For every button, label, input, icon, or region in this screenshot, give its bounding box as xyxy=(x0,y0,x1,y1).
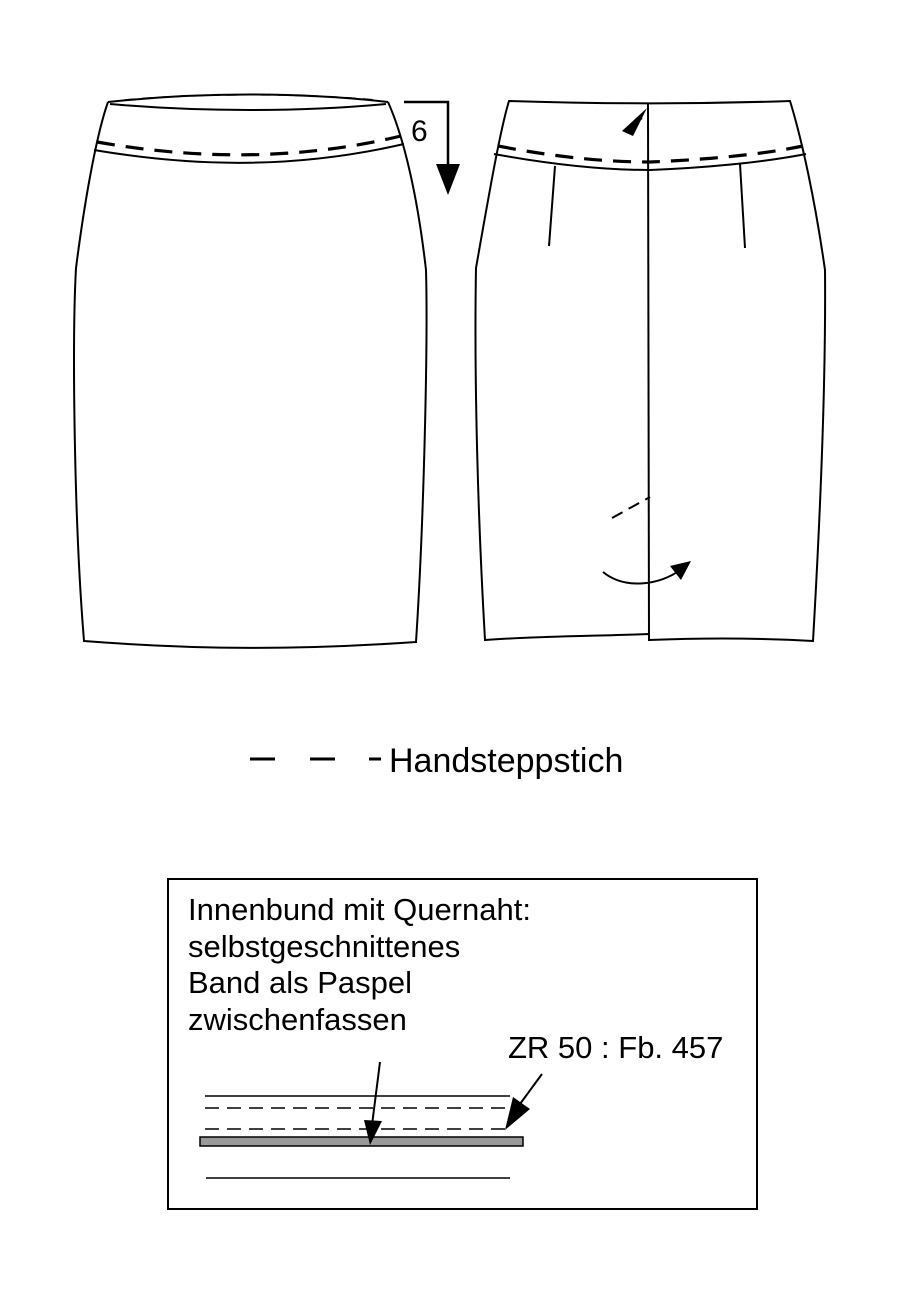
back-vent-line xyxy=(612,497,650,518)
skirt-back-view xyxy=(475,101,825,641)
front-hand-stitching xyxy=(97,136,401,155)
legend-label: Handsteppstich xyxy=(389,742,624,780)
back-dart-left xyxy=(549,166,555,246)
back-dart-right xyxy=(740,164,745,248)
color-pointer-arrow-icon xyxy=(505,1097,530,1130)
note-text xyxy=(188,892,748,1038)
zipper-arrow-icon xyxy=(622,108,647,136)
color-reference: ZR 50 : Fb. 457 xyxy=(508,1030,724,1065)
front-waistband-top-inner xyxy=(110,104,386,110)
vent-overlap-arrow xyxy=(603,561,691,584)
measurement-value: 6 xyxy=(411,115,428,148)
front-skirt-outline xyxy=(74,102,426,648)
center-back-seam xyxy=(648,104,649,640)
skirt-front-view xyxy=(74,95,426,648)
measurement-arrow-icon xyxy=(436,164,460,195)
curved-arrow-icon xyxy=(670,561,691,580)
legend xyxy=(250,742,623,780)
back-skirt-outline xyxy=(475,101,825,641)
piping-cross-section xyxy=(200,1062,542,1178)
color-pointer-shaft xyxy=(520,1074,542,1104)
note-line: zwischenfassen xyxy=(188,1001,407,1037)
back-hand-stitching xyxy=(498,146,803,162)
front-waistband-top-stitching xyxy=(125,95,375,100)
band-pointer-shaft xyxy=(372,1062,380,1125)
piping-band xyxy=(200,1137,523,1146)
note-line: selbstgeschnittenes xyxy=(188,928,461,964)
zipper-arrow xyxy=(622,108,647,136)
vent-curve xyxy=(603,570,680,584)
note-line: Innenbund mit Quernaht: xyxy=(188,892,531,927)
note-line: Band als Paspel xyxy=(188,965,413,1000)
